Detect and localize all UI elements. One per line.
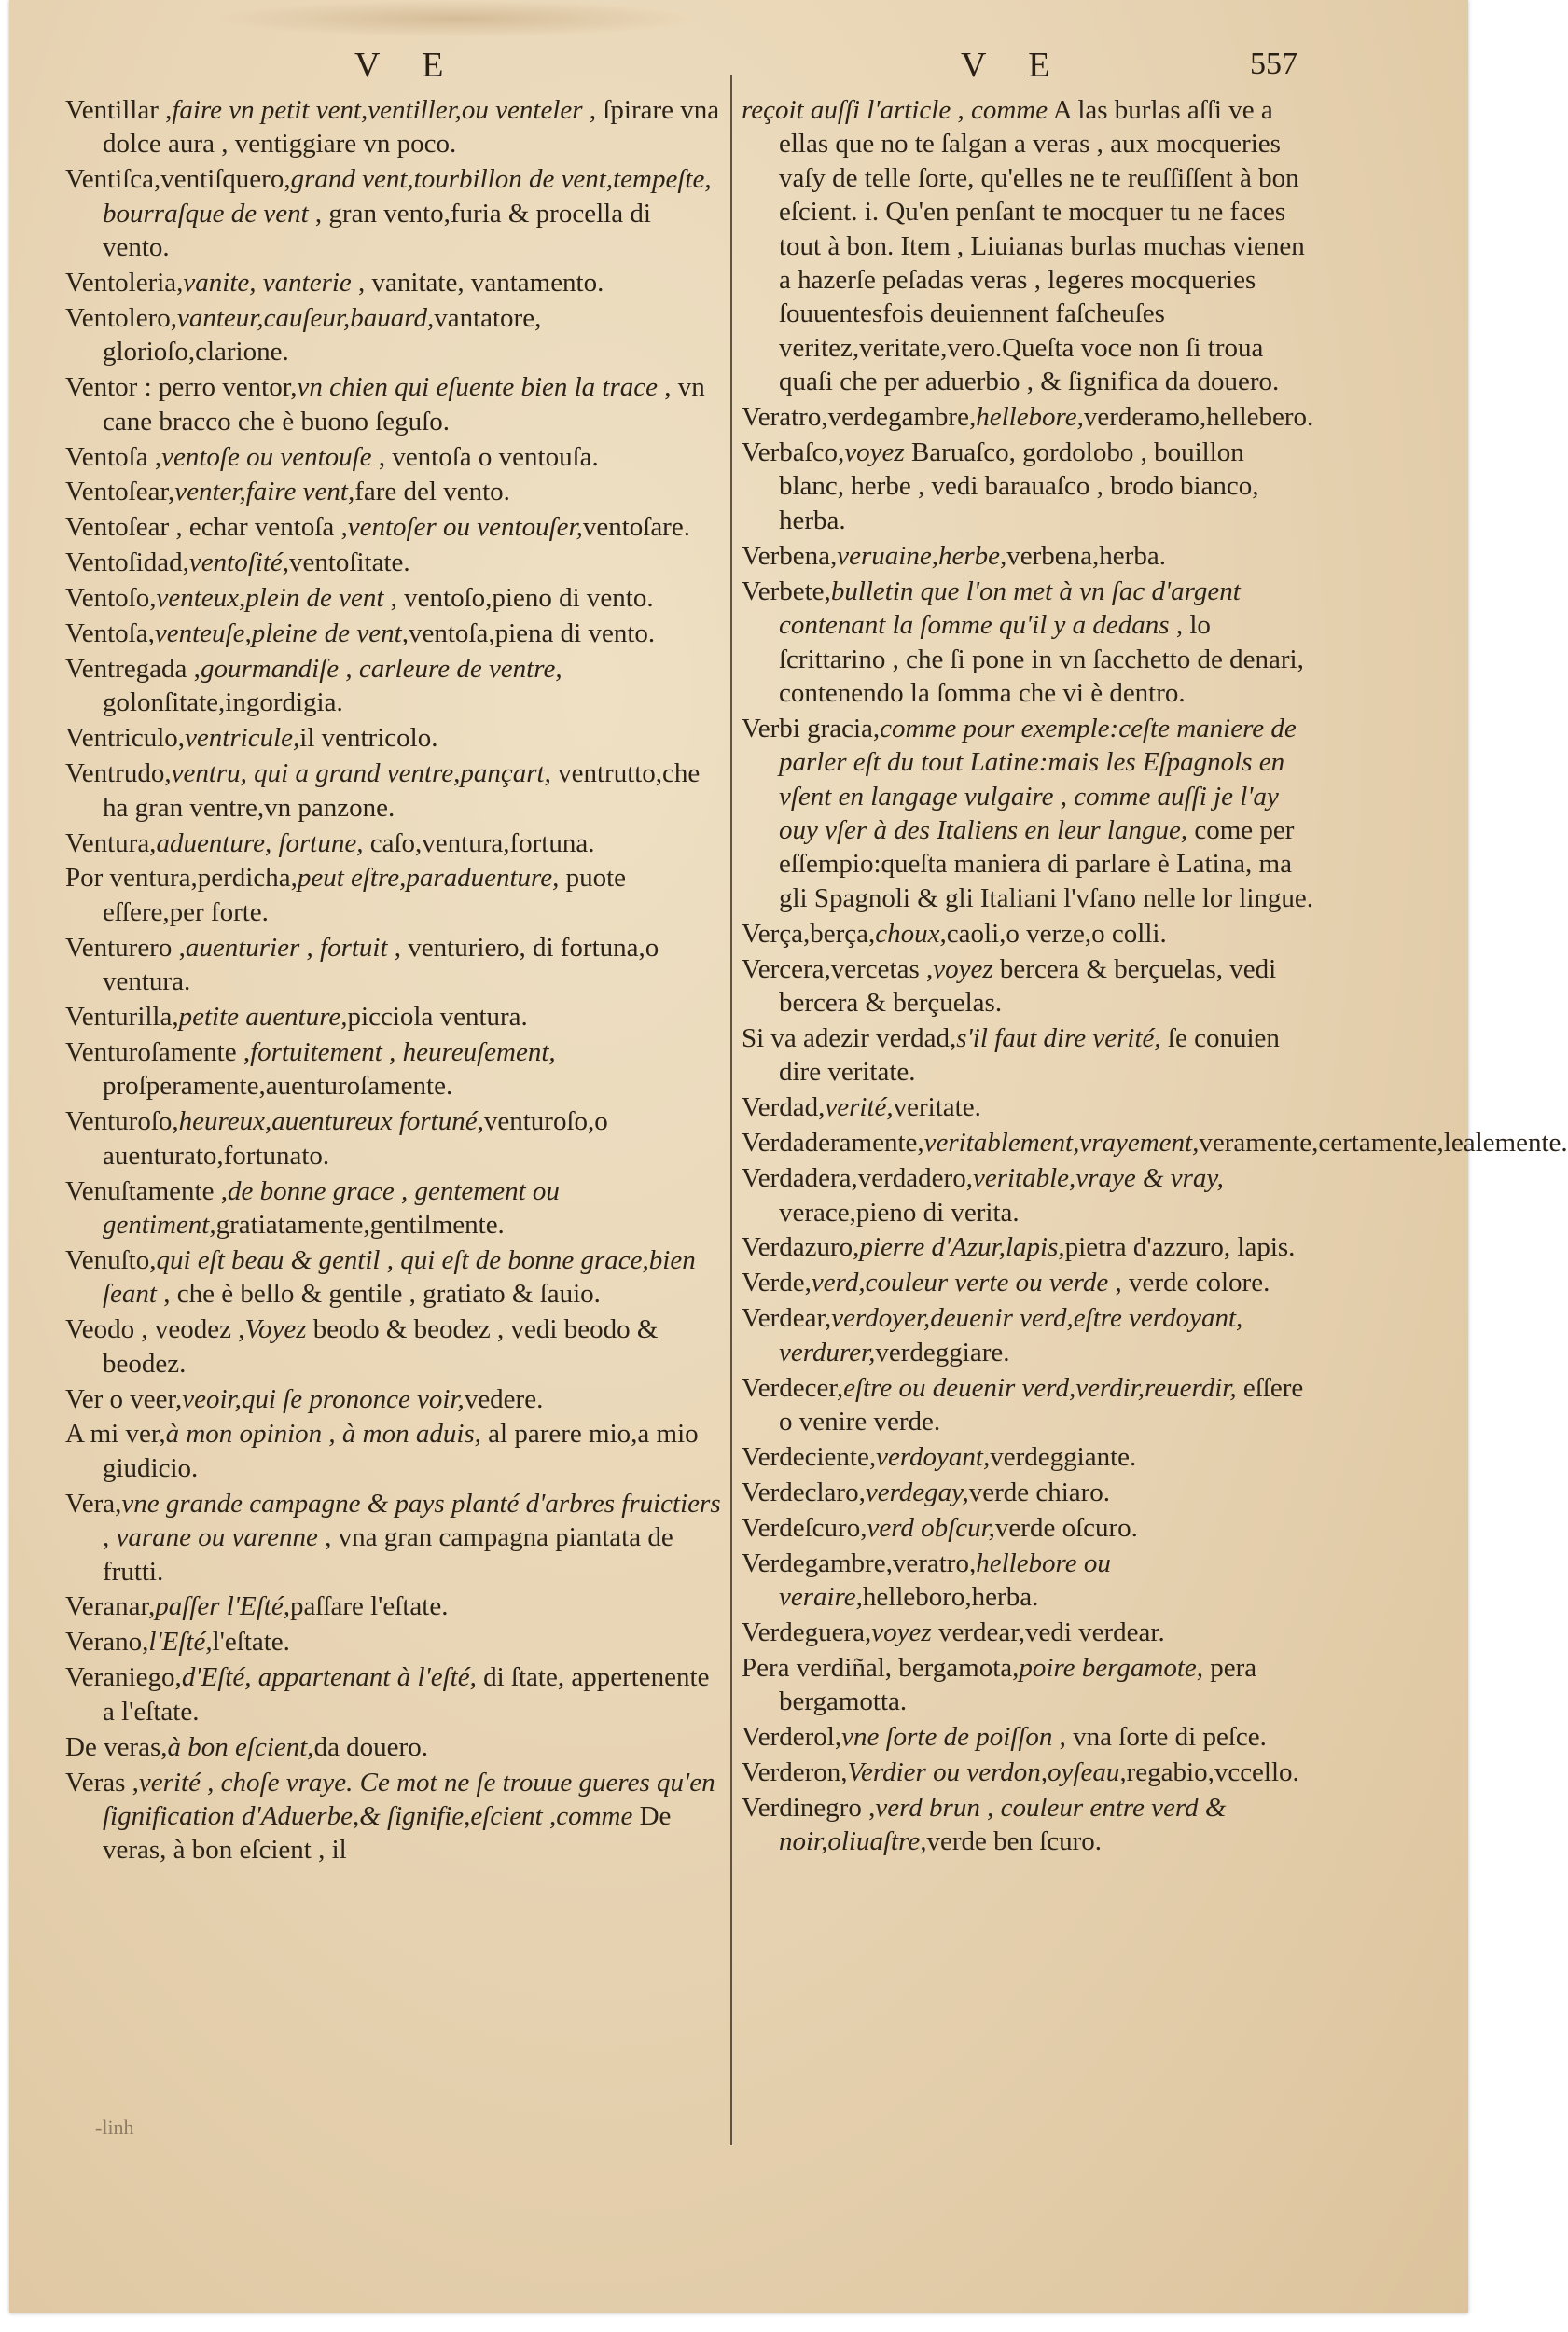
- entry-italian-gloss: regabio,vccello.: [1126, 1757, 1299, 1787]
- dictionary-entry: [65, 581, 723, 615]
- entry-headword: Vercera,vercetas ,: [742, 953, 934, 984]
- entry-italian-gloss: , ſpirare vna dolce aura , ventiggiare vn poco.: [103, 95, 720, 160]
- dictionary-entry: [742, 93, 1315, 399]
- entry-french-gloss: ventoſe ou ventouſe: [161, 441, 372, 472]
- entry-french-gloss: venter,faire vent,: [174, 477, 355, 507]
- dictionary-entry: [65, 826, 723, 860]
- entry-italian-gloss: eſſere o venire verde.: [779, 1372, 1304, 1437]
- entry-french-gloss: l'Eſté,: [148, 1627, 213, 1658]
- entry-french-gloss: verdoyant,: [876, 1441, 991, 1472]
- dictionary-entry: [742, 1756, 1315, 1789]
- entry-headword: Verdadera,verdadero,: [742, 1163, 973, 1194]
- dictionary-entry: [65, 652, 723, 720]
- entry-french-gloss: aduenture, fortune,: [156, 827, 364, 858]
- entry-french-gloss: Voyez: [244, 1314, 307, 1345]
- dictionary-entry: [65, 1766, 723, 1867]
- column-divider: [730, 75, 732, 2145]
- dictionary-entry: [65, 1660, 723, 1728]
- entry-italian-gloss: Baruaſco, gordolobo , bouillon blanc, herbe , vedi barauaſco , brodo bianco, herba.: [779, 437, 1259, 535]
- entry-french-gloss: auenturier , fortuit: [185, 932, 388, 963]
- dictionary-entry: [742, 1301, 1315, 1369]
- entry-italian-gloss: pietra d'azzuro, lapis.: [1064, 1232, 1296, 1263]
- entry-italian-gloss: da douero.: [313, 1731, 428, 1762]
- entry-headword: Vera,: [65, 1488, 122, 1519]
- entry-french-gloss: veruaine,herbe,: [837, 540, 1007, 571]
- edge-mark: -linh: [95, 2116, 134, 2139]
- dictionary-entry: [65, 861, 723, 929]
- dictionary-entry: [65, 1035, 723, 1104]
- entry-italian-gloss: verderamo,hellebero.: [1083, 402, 1314, 433]
- entry-headword: Verbi gracia,: [742, 713, 881, 743]
- dictionary-entry: [65, 162, 723, 264]
- entry-headword: Ventoſear,: [65, 477, 175, 507]
- dictionary-entry: [65, 301, 723, 369]
- entry-headword: Verdeſcuro,: [742, 1512, 867, 1543]
- dictionary-entry: [65, 1174, 723, 1242]
- entry-italian-gloss: al parere mio,a mio giudicio.: [103, 1419, 699, 1483]
- entry-french-gloss: de bonne grace , gentement ou gentiment,: [103, 1175, 560, 1240]
- entry-french-gloss: voyez: [933, 953, 993, 984]
- entry-italian-gloss: il ventricolo.: [299, 723, 438, 754]
- entry-italian-gloss: veramente,certamente,lealemente.: [1199, 1128, 1568, 1159]
- entry-italian-gloss: , ventoſo,pieno di vento.: [383, 583, 654, 614]
- entry-french-gloss: veritable,vraye & vray,: [972, 1163, 1224, 1194]
- entry-french-gloss: qui eſt beau & gentil , qui eſt de bonne grace,bien ſeant: [103, 1244, 696, 1310]
- dictionary-entry: [742, 1266, 1315, 1299]
- entry-italian-gloss: , ventoſa o ventouſa.: [371, 441, 599, 472]
- entry-headword: Venuſtamente ,: [65, 1175, 228, 1206]
- entry-headword: Verdad,: [742, 1092, 826, 1123]
- entry-italian-gloss: , verde colore.: [1108, 1268, 1270, 1298]
- entry-italian-gloss: veritate.: [893, 1092, 981, 1123]
- entry-italian-gloss: venturoſo,o auenturato,fortunato.: [103, 1106, 608, 1171]
- entry-french-gloss: ventru, qui a grand ventre,pançart,: [171, 758, 551, 789]
- dictionary-entry: [65, 510, 723, 544]
- entry-headword: Veratro,verdegambre,: [742, 402, 977, 433]
- entry-headword: Venturilla,: [65, 1002, 179, 1033]
- dictionary-entry: [65, 475, 723, 508]
- entry-headword: Verderol,: [742, 1722, 842, 1753]
- entry-french-gloss: verité,: [825, 1092, 894, 1123]
- entry-headword: Ventoſo,: [65, 583, 157, 614]
- entry-headword: Verdeciente,: [742, 1441, 877, 1472]
- entry-french-gloss: choux,: [875, 918, 947, 949]
- entry-french-gloss: voyez: [871, 1617, 932, 1647]
- dictionary-entry: [65, 1589, 723, 1623]
- entry-italian-gloss: , lo ſcrittarino , che ſi pone in vn ſacchetto de denari, contenendo la ſomma che vi è dentro.: [779, 610, 1304, 708]
- entry-italian-gloss: di ſtate, appertenente a l'eſtate.: [103, 1662, 710, 1727]
- dictionary-entry: [742, 1651, 1315, 1719]
- entry-french-gloss: peut eſtre,paraduenture,: [297, 863, 560, 894]
- dictionary-entry: [65, 1487, 723, 1589]
- entry-italian-gloss: , che è bello & gentile , gratiato & ſauio.: [157, 1279, 601, 1310]
- entry-italian-gloss: ventoſare.: [582, 512, 690, 543]
- entry-italian-gloss: ventoſitate.: [289, 548, 410, 578]
- entry-italian-gloss: verde oſcuro.: [994, 1512, 1138, 1543]
- dictionary-entry: [65, 1104, 723, 1173]
- dictionary-entry: [65, 93, 723, 161]
- dictionary-entry: [742, 1440, 1315, 1474]
- entry-headword: Verde,: [742, 1268, 812, 1298]
- entry-headword: Ventoſa ,: [65, 441, 162, 472]
- entry-french-gloss: verd,couleur verte ou verde: [811, 1268, 1109, 1298]
- entry-italian-gloss: fare del vento.: [354, 477, 510, 507]
- entry-headword: Verdecer,: [742, 1372, 844, 1403]
- entry-french-gloss: eſtre ou deuenir verd,verdir,reuerdir,: [843, 1372, 1237, 1403]
- entry-italian-gloss: verde ben ſcuro.: [926, 1826, 1103, 1857]
- dictionary-entry: [65, 931, 723, 999]
- entry-french-gloss: s'il faut dire verité,: [956, 1022, 1161, 1053]
- dictionary-entry: [742, 1720, 1315, 1754]
- entry-headword: Veranar,: [65, 1591, 156, 1622]
- entry-italian-gloss: l'eſtate.: [212, 1627, 290, 1658]
- entry-french-gloss: Verdier ou verdon,oyſeau,: [847, 1757, 1127, 1787]
- entry-italian-gloss: verdeggiante.: [990, 1441, 1137, 1472]
- dictionary-entry: [742, 1547, 1315, 1615]
- entry-french-gloss: comme pour exemple:ceſte maniere de parler eſt du tout Latine:mais les Eſpagnols en vſent en langage vulgaire , comme auſſi je l'ay ouy vſer à des Italiens en leur langue,: [779, 713, 1297, 846]
- entry-italian-gloss: caſo,ventura,fortuna.: [363, 827, 595, 858]
- dictionary-entry: [742, 539, 1315, 573]
- entry-headword: Ventiſca,ventiſquero,: [65, 164, 291, 195]
- entry-headword: Verbena,: [742, 540, 838, 571]
- entry-italian-gloss: verace,pieno di verita.: [779, 1197, 1020, 1228]
- entry-french-gloss: petite auenture,: [178, 1002, 348, 1033]
- dictionary-entry: [65, 617, 723, 650]
- entry-italian-gloss: verdear,vedi verdear.: [931, 1617, 1165, 1647]
- dictionary-entry: [742, 1161, 1315, 1229]
- entry-italian-gloss: , vna ſorte di peſce.: [1052, 1722, 1267, 1753]
- dictionary-entry: [65, 757, 723, 825]
- dictionary-entry: [65, 1382, 723, 1416]
- entry-headword: Verdear,: [742, 1303, 832, 1334]
- entry-headword: Verça,berça,: [742, 918, 876, 949]
- entry-italian-gloss: ſe conuien dire veritate.: [779, 1022, 1280, 1088]
- entry-french-gloss: à bon eſcient,: [167, 1731, 314, 1762]
- entry-italian-gloss: ventrutto,che ha gran ventre,vn panzone.: [103, 758, 701, 823]
- entry-italian-gloss: , venturiero, di fortuna,o ventura.: [103, 932, 659, 997]
- entry-headword: Venturero ,: [65, 932, 186, 963]
- entry-french-gloss: grand vent,tourbillon de vent,tempeſte, bourraſque de vent: [103, 164, 712, 229]
- entry-italian-gloss: De veras, à bon eſcient , il: [103, 1800, 672, 1866]
- entry-french-gloss: d'Eſté, appartenant à l'eſté,: [181, 1662, 477, 1693]
- entry-headword: Verdeclaro,: [742, 1477, 866, 1507]
- entry-italian-gloss: picciola ventura.: [347, 1002, 528, 1033]
- dictionary-entry: [65, 1243, 723, 1312]
- entry-italian-gloss: , vn cane bracco che è buono ſeguſo.: [103, 372, 705, 437]
- dictionary-entry: [742, 400, 1315, 434]
- dictionary-entry: [65, 1625, 723, 1659]
- left-column: [65, 93, 723, 1868]
- entry-headword: Ventolero,: [65, 302, 177, 333]
- entry-french-gloss: ventoſer ou ventouſer,: [347, 512, 583, 543]
- entry-headword: De veras,: [65, 1731, 168, 1762]
- entry-french-gloss: verd brun , couleur entre verd & noir,oliuaſtre,: [779, 1792, 1227, 1857]
- entry-headword: Veras ,: [65, 1767, 139, 1798]
- entry-headword: Veraniego,: [65, 1662, 182, 1693]
- dictionary-entry: [65, 721, 723, 755]
- entry-italian-gloss: come per eſſempio:queſta maniera di parlare è Latina, ma gli Spagnoli & gli Italiani l'vſano nelle lor lingue.: [779, 815, 1314, 913]
- entry-french-gloss: verdoyer,deuenir verd,eſtre verdoyant, verdurer,: [779, 1303, 1243, 1367]
- entry-headword: Venturoſamente ,: [65, 1036, 251, 1067]
- entry-french-gloss: paſſer l'Eſté,: [155, 1591, 290, 1622]
- entry-french-gloss: venteux,plein de vent: [156, 583, 384, 614]
- dictionary-entry: [742, 952, 1315, 1020]
- dictionary-entry: [742, 712, 1315, 915]
- entry-italian-gloss: verbena,herba.: [1006, 540, 1166, 571]
- entry-italian-gloss: vedere.: [464, 1383, 544, 1414]
- entry-italian-gloss: bercera & berçuelas, vedi bercera & berçuelas.: [779, 953, 1277, 1019]
- entry-italian-gloss: pera bergamotta.: [779, 1652, 1257, 1717]
- entry-headword: Verdegambre,veratro,: [742, 1548, 977, 1578]
- dictionary-entry: [742, 436, 1315, 537]
- entry-headword: Ventoſear , echar ventoſa ,: [65, 512, 348, 543]
- dictionary-entry: [742, 1791, 1315, 1859]
- dictionary-entry: [65, 1000, 723, 1034]
- entry-italian-gloss: paſſare l'eſtate.: [289, 1591, 449, 1622]
- entry-french-gloss: heureux,auentureux fortuné,: [178, 1106, 484, 1137]
- dictionary-entry: [742, 1090, 1315, 1124]
- left-running-head: V E: [354, 46, 461, 85]
- entry-headword: Verano,: [65, 1627, 149, 1658]
- dictionary-entry: [742, 1230, 1315, 1264]
- entry-french-gloss: verdegay,: [865, 1477, 969, 1507]
- dictionary-entry: [65, 1730, 723, 1764]
- entry-french-gloss: ventoſité,: [188, 548, 289, 578]
- entry-italian-gloss: , gran vento,furia & procella di vento.: [103, 198, 651, 263]
- entry-headword: Por ventura,perdicha,: [65, 863, 298, 894]
- entry-italian-gloss: verde chiaro.: [968, 1477, 1111, 1507]
- entry-headword: Ventor : perro ventor,: [65, 372, 298, 403]
- entry-french-gloss: verité , choſe vraye. Ce mot ne ſe trouue gueres qu'en ſignification d'Aduerbe,& ſignifie,eſcient ,comme: [103, 1767, 715, 1831]
- entry-french-gloss: vanite, vanterie: [183, 268, 352, 298]
- dictionary-entry: [65, 546, 723, 579]
- entry-french-gloss: reçoit auſſi l'article , comme: [742, 95, 1048, 125]
- entry-italian-gloss: , vna gran campagna piantata de frutti.: [103, 1522, 673, 1587]
- dictionary-entry: [742, 1511, 1315, 1545]
- entry-french-gloss: pierre d'Azur,lapis,: [859, 1232, 1065, 1263]
- dictionary-entry: [742, 575, 1315, 711]
- entry-italian-gloss: gratiatamente,gentilmente.: [215, 1210, 505, 1240]
- entry-italian-gloss: puote eſſere,per forte.: [103, 863, 627, 927]
- entry-italian-gloss: vantatore, glorioſo,clarione.: [103, 302, 542, 368]
- entry-french-gloss: poire bergamote,: [1019, 1652, 1203, 1683]
- entry-french-gloss: veoir,qui ſe prononce voir,: [182, 1383, 465, 1414]
- entry-french-gloss: bulletin que l'on met à vn ſac d'argent contenant la ſomme qu'il y a dedans: [779, 576, 1241, 641]
- entry-headword: Verbete,: [742, 576, 831, 606]
- entry-french-gloss: venteuſe,pleine de vent,: [154, 618, 409, 649]
- entry-french-gloss: gourmandiſe , carleure de ventre,: [200, 654, 562, 684]
- dictionary-entry: [65, 1417, 723, 1485]
- entry-headword: Verdazuro,: [742, 1232, 860, 1263]
- dictionary-entry: [65, 1312, 723, 1381]
- dictionary-entry: [65, 440, 723, 474]
- entry-italian-gloss: proſperamente,auenturoſamente.: [103, 1071, 453, 1102]
- entry-headword: Venturoſo,: [65, 1106, 179, 1137]
- entry-italian-gloss: caoli,o verze,o colli.: [946, 918, 1167, 949]
- entry-headword: Veodo , veodez ,: [65, 1314, 245, 1345]
- entry-italian-gloss: helleboro,herba.: [862, 1581, 1039, 1612]
- entry-italian-gloss: , vanitate, vantamento.: [351, 268, 604, 298]
- entry-headword: Ventoleria,: [65, 268, 184, 298]
- entry-french-gloss: vanteur,cauſeur,bauard,: [177, 302, 435, 333]
- entry-headword: Ventoſa,: [65, 618, 155, 649]
- entry-headword: Verdaderamente,: [742, 1128, 924, 1159]
- page-number: 557: [1250, 47, 1297, 81]
- entry-french-gloss: fortuitement , heureuſement,: [250, 1036, 556, 1067]
- entry-italian-gloss: ventoſa,piena di vento.: [408, 618, 656, 649]
- page: [9, 0, 1568, 2313]
- entry-italian-gloss: golonſitate,ingordigia.: [103, 687, 343, 718]
- dictionary-entry: [742, 1126, 1568, 1159]
- entry-headword: Ventriculo,: [65, 723, 186, 754]
- entry-french-gloss: ventricule,: [185, 723, 300, 754]
- entry-headword: Verdinegro ,: [742, 1792, 876, 1823]
- right-running-head: V E: [961, 46, 1067, 85]
- entry-french-gloss: vne ſorte de poiſſon: [841, 1722, 1053, 1753]
- page-stain: [215, 0, 700, 37]
- entry-french-gloss: voyez: [844, 437, 905, 468]
- entry-italian-gloss: beodo & beodez , vedi beodo & beodez.: [103, 1314, 659, 1379]
- entry-headword: Ventura,: [65, 827, 157, 858]
- entry-headword: A mi ver,: [65, 1419, 166, 1450]
- entry-headword: Ventillar ,: [65, 95, 173, 125]
- entry-headword: Pera verdiñal, bergamota,: [742, 1652, 1020, 1683]
- dictionary-entry: [65, 266, 723, 299]
- entry-french-gloss: hellebore,: [976, 402, 1084, 433]
- entry-headword: Ventregada ,: [65, 654, 201, 684]
- entry-italian-gloss: A las burlas aſſi ve a ellas que no te ſalgan a veras , aux mocqueries vaſy de telle ſorte, qu'elles ne te reuſſiſſent à bon eſcient. i. Qu'en penſant te mocquer tu ne faces tout à bon. Item , Liuianas burlas muchas vienen a hazerſe peſadas veras , legeres mocqueries ſouuentesfois deuiennent faſcheuſes veritez,veritate,vero.Queſta voce non ſi troua quaſi che per aduerbio , & ſignifica da douero.: [779, 95, 1305, 397]
- entry-french-gloss: veritablement,vrayement,: [923, 1128, 1200, 1159]
- dictionary-entry: [742, 1616, 1315, 1649]
- entry-headword: Ver o veer,: [65, 1383, 183, 1414]
- entry-headword: Verdeguera,: [742, 1617, 872, 1647]
- dictionary-entry: [742, 1476, 1315, 1509]
- entry-headword: Venuſto,: [65, 1244, 157, 1275]
- entry-french-gloss: verd obſcur,: [867, 1512, 995, 1543]
- dictionary-entry: [65, 370, 723, 438]
- entry-headword: Ventrudo,: [65, 758, 172, 789]
- entry-french-gloss: à mon opinion , à mon aduis,: [165, 1419, 481, 1450]
- entry-french-gloss: vn chien qui eſuente bien la trace: [297, 372, 659, 403]
- entry-headword: Verbaſco,: [742, 437, 845, 468]
- entry-italian-gloss: verdeggiare.: [875, 1337, 1010, 1367]
- right-column: [742, 93, 1568, 1860]
- entry-headword: Verderon,: [742, 1757, 848, 1787]
- entry-headword: Si va adezir verdad,: [742, 1022, 957, 1053]
- dictionary-entry: [742, 1371, 1315, 1439]
- entry-headword: Ventoſidad,: [65, 548, 189, 578]
- entry-french-gloss: hellebore ou veraire,: [779, 1548, 1111, 1612]
- entry-french-gloss: faire vn petit vent,ventiller,ou venteler: [172, 95, 583, 125]
- dictionary-entry: [742, 1021, 1315, 1090]
- dictionary-entry: [742, 917, 1315, 951]
- entry-french-gloss: vne grande campagne & pays planté d'arbres fruictiers , varane ou varenne: [103, 1488, 721, 1553]
